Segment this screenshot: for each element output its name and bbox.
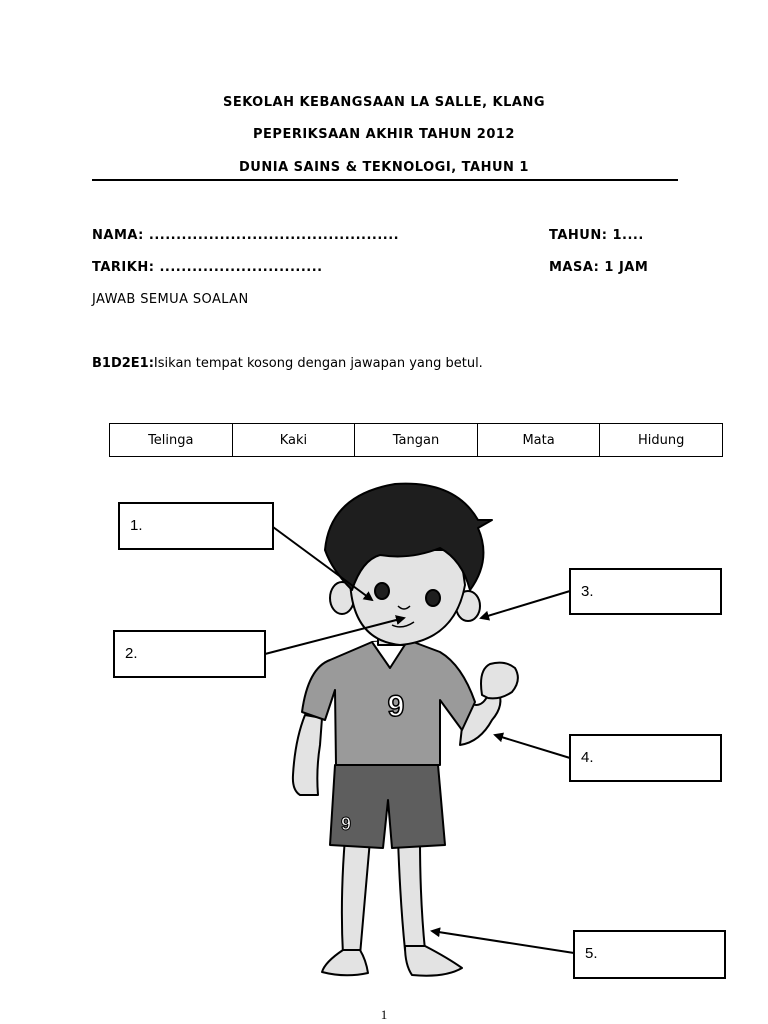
question-text: Isikan tempat kosong dengan jawapan yang betul.: [153, 356, 483, 371]
answer-box-3[interactable]: 3.: [569, 568, 722, 615]
arrow-4: [495, 735, 570, 758]
word-bank-item: Hidung: [600, 424, 723, 457]
shorts-number: 9: [340, 814, 352, 834]
masa-field: MASA: 1 JAM: [549, 260, 649, 275]
subject-title: DUNIA SAINS & TEKNOLOGI, TAHUN 1: [239, 160, 529, 175]
page-number: 1: [380, 1007, 388, 1022]
school-name: SEKOLAH KEBANGSAAN LA SALLE, KLANG: [222, 95, 546, 110]
answer-box-5[interactable]: 5.: [573, 930, 726, 979]
instruction-text: JAWAB SEMUA SOALAN: [92, 292, 249, 307]
answer-box-2[interactable]: 2.: [113, 630, 266, 678]
nama-field: NAMA: ..............................................: [92, 228, 400, 243]
boy-illustration: [293, 484, 518, 976]
exam-title: PEPERIKSAAN AKHIR TAHUN 2012: [253, 127, 515, 142]
word-bank-item: Telinga: [110, 424, 233, 457]
shirt-number: 9: [387, 690, 405, 723]
answer-box-1[interactable]: 1.: [118, 502, 274, 550]
answer-box-4[interactable]: 4.: [569, 734, 722, 782]
word-bank-item: Tangan: [355, 424, 478, 457]
tahun-field: TAHUN: 1....: [549, 228, 644, 243]
arrow-3: [481, 591, 570, 618]
word-bank-item: Mata: [477, 424, 600, 457]
question-code: B1D2E1:: [92, 356, 154, 371]
tarikh-field: TARIKH: ..............................: [92, 260, 323, 275]
arrow-5: [432, 931, 574, 953]
word-bank-item: Kaki: [232, 424, 355, 457]
